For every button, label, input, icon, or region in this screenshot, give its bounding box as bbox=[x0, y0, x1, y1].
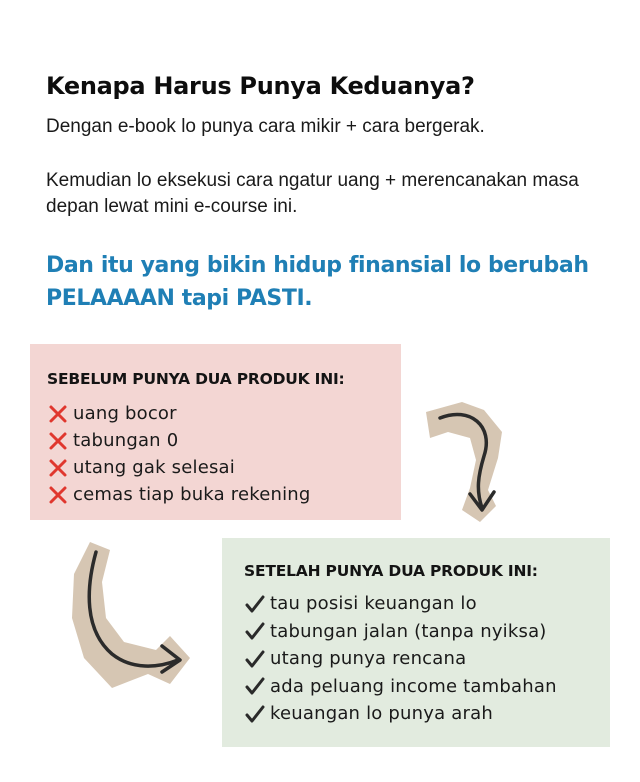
list-item-label: ada peluang income tambahan bbox=[270, 675, 557, 697]
check-icon bbox=[244, 675, 266, 697]
list-item-label: cemas tiap buka rekening bbox=[73, 484, 311, 505]
check-icon bbox=[244, 703, 266, 725]
list-item bbox=[47, 454, 401, 481]
list-item-label: utang punya rencana bbox=[270, 648, 467, 670]
list-item-label: keuangan lo punya arah bbox=[270, 703, 493, 725]
cross-icon bbox=[47, 430, 69, 452]
list-item bbox=[244, 645, 610, 673]
curved-arrow-down-icon bbox=[418, 398, 514, 526]
list-item bbox=[244, 700, 610, 728]
cross-icon bbox=[47, 403, 69, 425]
list-item-label: tabungan 0 bbox=[73, 430, 179, 451]
execution-paragraph: Kemudian lo eksekusi cara ngatur uang + merencanakan masa depan lewat mini e-course ini. bbox=[46, 170, 579, 217]
after-box-title: SETELAH PUNYA DUA PRODUK INI: bbox=[244, 562, 538, 580]
after-list bbox=[244, 590, 610, 728]
curved-arrow-right-icon bbox=[66, 538, 194, 696]
cross-icon bbox=[47, 484, 69, 506]
before-box-title: SEBELUM PUNYA DUA PRODUK INI: bbox=[47, 370, 345, 388]
list-item bbox=[47, 400, 401, 427]
after-products-box bbox=[222, 538, 610, 747]
list-item-label: uang bocor bbox=[73, 403, 177, 424]
check-icon bbox=[244, 620, 266, 642]
before-products-box bbox=[30, 344, 401, 520]
list-item-label: tabungan jalan (tanpa nyiksa) bbox=[270, 620, 547, 642]
highlight-statement: Dan itu yang bikin hidup finansial lo berubah PELAAAAN tapi PASTI. bbox=[46, 253, 589, 311]
check-icon bbox=[244, 593, 266, 615]
page-heading: Kenapa Harus Punya Keduanya? bbox=[46, 72, 475, 100]
list-item bbox=[244, 590, 610, 618]
list-item bbox=[244, 618, 610, 646]
cross-icon bbox=[47, 457, 69, 479]
before-list bbox=[47, 400, 401, 508]
list-item bbox=[47, 427, 401, 454]
list-item-label: utang gak selesai bbox=[73, 457, 235, 478]
list-item bbox=[47, 481, 401, 508]
list-item bbox=[244, 673, 610, 701]
intro-paragraph: Dengan e-book lo punya cara mikir + cara bergerak. bbox=[46, 116, 485, 137]
list-item-label: tau posisi keuangan lo bbox=[270, 593, 477, 615]
check-icon bbox=[244, 648, 266, 670]
